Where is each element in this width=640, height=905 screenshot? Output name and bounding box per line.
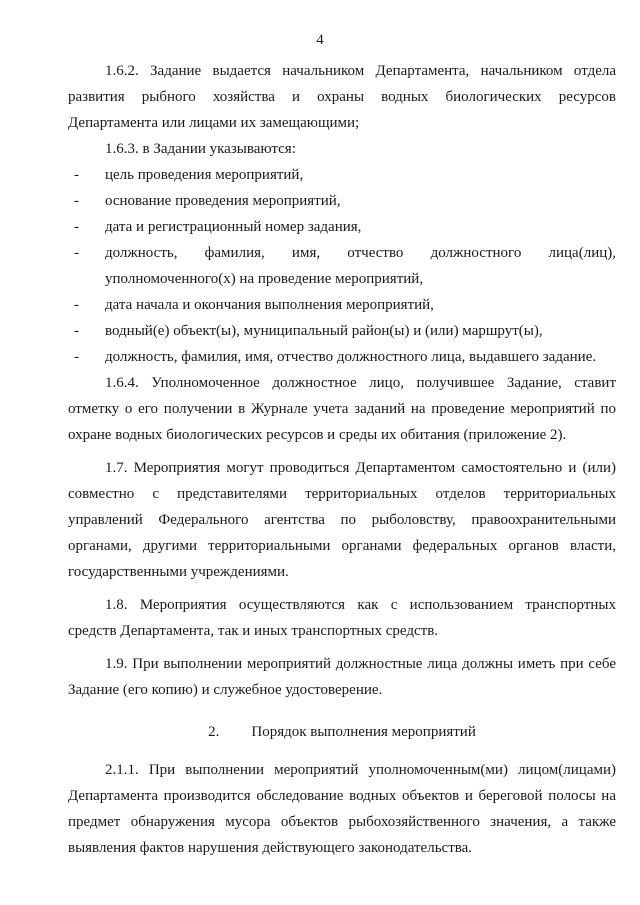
paragraph-1-6-4: 1.6.4. Уполномоченное должностное лицо, получившее Задание, ставит отметку о его получении в Журнале учета заданий на проведение мероприятий по охране водных биологических ресурсов и среды их обитания (приложение 2). [68, 375, 616, 443]
paragraph-2-1-1: 2.1.1. При выполнении мероприятий уполномоченным(ми) лицом(лицами) Департамента производится обследование водных объектов и береговой полосы на предмет обнаружения мусора объектов рыбохозяйственного значения, а также выявления фактов нарушения действующего законодательства. [68, 762, 616, 856]
paragraph-1-7: 1.7. Мероприятия могут проводиться Департаментом самостоятельно и (или) совместно с представителями территориальных отделов территориальных управлений Федерального агентства по рыболовству, правоохранительными органами, другими территориальными органами федеральных органов власти, государственными учреждениями. [68, 460, 616, 580]
list-dash: - [74, 323, 79, 339]
list-dash: - [74, 219, 79, 235]
list-item: - основание проведения мероприятий, [68, 188, 616, 214]
list-item: - дата и регистрационный номер задания, [68, 214, 616, 240]
task-contents-list [68, 162, 616, 370]
paragraph-1-8: 1.8. Мероприятия осуществляются как с использованием транспортных средств Департамента, так и иных транспортных средств. [68, 597, 616, 639]
list-dash: - [74, 349, 79, 365]
section-title: Порядок выполнения мероприятий [251, 724, 476, 740]
paragraph-1-6-3: 1.6.3. в Задании указываются: [105, 141, 296, 157]
list-dash: - [74, 193, 79, 209]
list-item: - должность, фамилия, имя, отчество должностного лица, выдавшего задание. [68, 344, 616, 370]
page-number: 4 [316, 32, 324, 48]
list-dash: - [74, 245, 79, 261]
paragraph-1-9: 1.9. При выполнении мероприятий должностные лица должны иметь при себе Задание (его копию) и служебное удостоверение. [68, 656, 616, 698]
list-item: - водный(е) объект(ы), муниципальный район(ы) и (или) маршрут(ы), [68, 318, 616, 344]
list-item: - цель проведения мероприятий, [68, 162, 616, 188]
document-body [68, 58, 616, 861]
paragraph-1-6-2: 1.6.2. Задание выдается начальником Департамента, начальником отдела развития рыбного хозяйства и охраны водных биологических ресурсов Департамента или лицами их замещающими; [68, 63, 616, 131]
section-number: 2. [208, 724, 220, 740]
section-heading [68, 719, 616, 745]
list-item: - должность, фамилия, имя, отчество должностного лица(лиц), уполномоченного(х) на проведение мероприятий, [68, 240, 616, 292]
list-item: - дата начала и окончания выполнения мероприятий, [68, 292, 616, 318]
list-dash: - [74, 167, 79, 183]
list-dash: - [74, 297, 79, 313]
